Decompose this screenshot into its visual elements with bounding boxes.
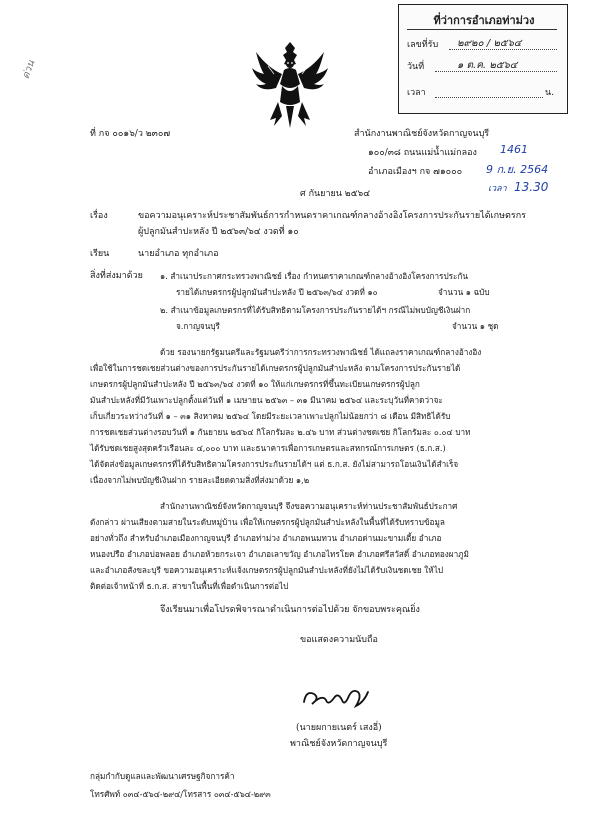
sender-line2: ๑๐๐/๓๘ ถนนแม่น้ำแม่กลอง (368, 148, 477, 158)
subject-line1: ขอความอนุเคราะห์ประชาสัมพันธ์การกำหนดราคาเกณฑ์กลางอ้างอิงโครงการประกันรายได้เกษตรกร (138, 211, 526, 221)
stamp-receipt-value: ๒๙๒๐ / ๒๕๖๔ (457, 38, 522, 49)
handwritten-receive-time: 13.30 (514, 180, 549, 194)
enclosure-item2-line2: จ.กาญจนบุรี (176, 321, 220, 331)
document-number: ที่ กจ ๐๐๑๖/ว ๒๓๐๗ (90, 129, 171, 139)
sender-line3: อำเภอเมืองฯ กจ ๗๑๐๐๐ (368, 167, 463, 177)
paragraph1-line: ด้วย รองนายกรัฐมนตรีและรัฐมนตรีว่าการกระทรวงพาณิชย์ ได้แถลงราคาเกณฑ์กลางอ้างอิง (160, 347, 482, 357)
margin-note: ด่วน (20, 59, 38, 81)
paragraph1-line: ได้จัดส่งข้อมูลเกษตรกรที่ได้รับสิทธิตามโครงการประกันรายได้ฯ แต่ ธ.ก.ส. ยังไม่สามารถโอนเงินได้สำเร็จ (90, 459, 459, 469)
paragraph2-line: และอำเภอสังขละบุรี ขอความอนุเคราะห์แจ้งเกษตรกรผู้ปลูกมันสำปะหลังที่ยังไม่ได้รับเงินชดเชย ให้ไป (90, 565, 444, 575)
enclosure-item1-line1: ๑. สำเนาประกาศกระทรวงพาณิชย์ เรื่อง กำหนดราคาเกณฑ์กลางอ้างอิงโครงการประกัน (160, 271, 468, 281)
paragraph2-line: สำนักงานพาณิชย์จังหวัดกาญจนบุรี จึงขอความอนุเคราะห์ท่านประชาสัมพันธ์ประกาศ (160, 501, 458, 511)
paragraph2-line: หนองปรือ อำเภอบ่อพลอย อำเภอห้วยกระเจา อำเภอเลาขวัญ อำเภอไทรโยค อำเภอศรีสวัสดิ์ อำเภอทองผาภูมิ (90, 549, 469, 559)
handwritten-receive-no: 1461 (500, 143, 528, 156)
enclosure-item2-qty: จำนวน ๑ ชุด (452, 321, 499, 331)
stamp-dotted-line (435, 71, 557, 72)
document-date: ศ กันยายน ๒๕๖๔ (300, 189, 371, 199)
paragraph1-line: เกษตรกรผู้ปลูกมันสำปะหลัง ปี ๒๕๖๓/๖๔ งวดที่ ๑๐ ให้แก่เกษตรกรที่ขึ้นทะเบียนเกษตรกรผู้ปลูก (90, 379, 420, 389)
stamp-time-suffix: น. (545, 88, 555, 98)
paragraph1-line: เนื่องจากไม่พบบัญชีเงินฝาก รายละเอียดตามสิ่งที่ส่งมาด้วย ๑,๒ (90, 475, 310, 485)
footer-phone: โทรศัพท์ ๐๓๔-๕๖๔-๒๙๔/โทรสาร ๐๓๔-๕๖๔-๒๙๓ (90, 789, 271, 799)
stamp-dotted-line (435, 97, 543, 98)
paragraph1-line: ได้รับชดเชยสูงสุดครัวเรือนละ ๔,๐๐๐ บาท และธนาคารเพื่อการเกษตรและสหกรณ์การเกษตร (ธ.ก.ส.) (90, 443, 446, 453)
stamp-divider (407, 29, 557, 30)
enclosure-item1-qty: จำนวน ๑ ฉบับ (438, 287, 490, 297)
enclosure-item1-line2: รายได้เกษตรกรผู้ปลูกมันสำปะหลัง ปี ๒๕๖๓/๖๔ งวดที่ ๑๐ (176, 287, 378, 297)
closing-request: จึงเรียนมาเพื่อโปรดพิจารณาดำเนินการต่อไปด้วย จักขอบพระคุณยิ่ง (160, 605, 420, 615)
paragraph2-line: อย่างทั่วถึง สำหรับอำเภอเมืองกาญจนบุรี อำเภอท่าม่วง อำเภอพนมทวน อำเภอด่านมะขามเตี้ย อำเภอ (90, 533, 442, 543)
stamp-receipt-label: เลขที่รับ (407, 40, 439, 50)
subject-line2: ผู้ปลูกมันสำปะหลัง ปี ๒๕๖๓/๖๔ งวดที่ ๑๐ (138, 227, 299, 237)
garuda-emblem-icon (248, 36, 332, 134)
closing-salutation: ขอแสดงความนับถือ (300, 635, 378, 645)
footer-department: กลุ่มกำกับดูแลและพัฒนาเศรษฐกิจการค้า (90, 771, 235, 781)
stamp-date-value: ๑ ต.ค. ๒๕๖๔ (457, 60, 518, 71)
handwritten-time-label: เวลา (488, 184, 507, 194)
handwritten-receive-date: 9 ก.ย. 2564 (486, 163, 549, 176)
paragraph2-line: ติดต่อเจ้าหน้าที่ ธ.ก.ส. สาขาในพื้นที่เพื่อดำเนินการต่อไป (90, 581, 289, 591)
stamp-date-label: วันที่ (407, 62, 425, 72)
paragraph1-line: มันสำปะหลังที่มีวันเพาะปลูกตั้งแต่วันที่ ๑ เมษายน ๒๕๖๓ – ๓๑ มีนาคม ๒๕๖๔ และระบุวันที่คาดว่าจะ (90, 395, 443, 405)
sender-line1: สำนักงานพาณิชย์จังหวัดกาญจนบุรี (354, 129, 490, 139)
paragraph1-line: เก็บเกี่ยวระหว่างวันที่ ๑ – ๓๑ สิงหาคม ๒๕๖๔ โดยมีระยะเวลาเพาะปลูกไม่น้อยกว่า ๘ เดือน มีสิทธิได้รับ (90, 411, 451, 421)
to-value: นายอำเภอ ทุกอำเภอ (138, 249, 219, 259)
signatory-position: พาณิชย์จังหวัดกาญจนบุรี (290, 739, 388, 749)
stamp-title: ที่ว่าการอำเภอท่าม่วง (433, 14, 535, 27)
enclosures-label: สิ่งที่ส่งมาด้วย (90, 271, 143, 281)
paragraph1-line: การชดเชยส่วนต่างรอบวันที่ ๑ กันยายน ๒๕๖๔ กิโลกรัมละ ๒.๔๖ บาท ส่วนต่างชดเชย กิโลกรัมละ ๐.๐๔ บาท (90, 427, 471, 437)
paragraph2-line: ดังกล่าว ผ่านเสียงตามสายในระดับหมู่บ้าน เพื่อให้เกษตรกรผู้ปลูกมันสำปะหลังในพื้นที่ได้รับทราบข้อมูล (90, 517, 445, 527)
receipt-stamp (398, 4, 568, 114)
subject-label: เรื่อง (90, 211, 108, 221)
signatory-name: (นายผกายเนตร์ เสงอี่) (296, 723, 382, 733)
enclosure-item2-line1: ๒. สำเนาข้อมูลเกษตรกรที่ได้รับสิทธิตามโครงการประกันรายได้ฯ กรณีไม่พบบัญชีเงินฝาก (160, 305, 471, 315)
stamp-time-label: เวลา (407, 88, 426, 98)
stamp-dotted-line (449, 49, 557, 50)
to-label: เรียน (90, 249, 110, 259)
handwritten-signature (300, 680, 380, 716)
paragraph1-line: เพื่อใช้ในการชดเชยส่วนต่างของการประกันรายได้เกษตรกรผู้ปลูกมันสำปะหลัง ตามโครงการประกันรายได้ (90, 363, 461, 373)
